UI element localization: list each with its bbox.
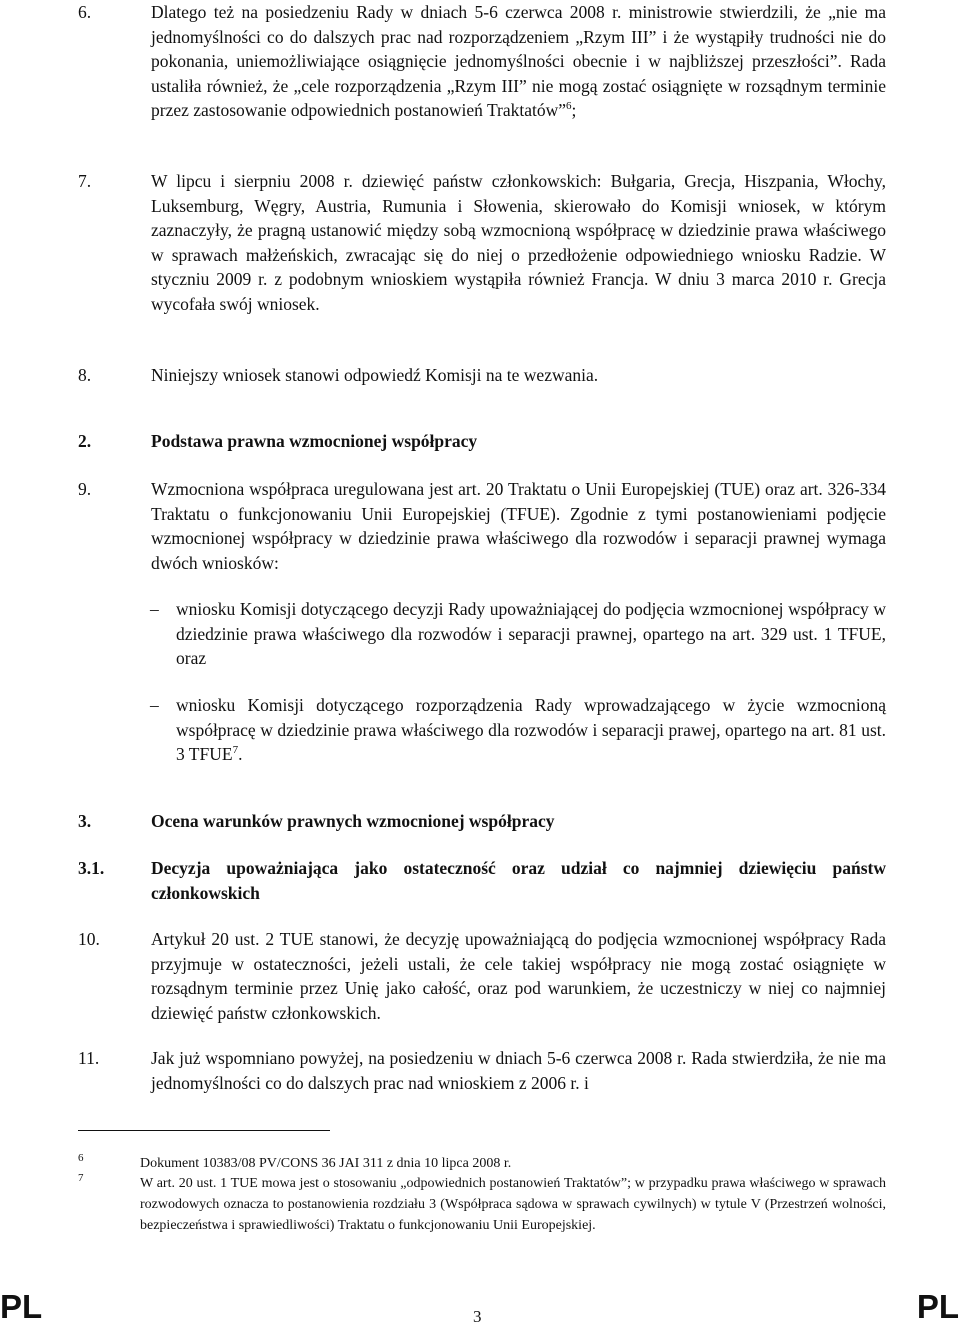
footer-language-left: PL <box>0 1288 43 1325</box>
heading-text: Podstawa prawna wzmocnionej współpracy <box>151 431 478 451</box>
footnote-text: W art. 20 ust. 1 TUE mowa jest o stosowaniu „odpowiednich postanowień Traktatów”; w przypadku prawa właściwego w sprawach rozwodowych oznacza to postanowienia rozdziału 3 (Współpraca sądowa w sprawach cywilnych) w tytule V (Przestrzeń wolności, bezpieczeństwa i sprawiedliwości) Traktatu o funkcjonowaniu Unii Europejskiej. <box>140 1176 886 1233</box>
heading-number: 3. <box>78 811 92 831</box>
footnote-ref[interactable]: 7 <box>232 744 239 757</box>
page-number: 3 <box>473 1307 482 1326</box>
paragraph-8 <box>78 363 886 388</box>
footnote-6 <box>78 1153 886 1174</box>
heading-text: Decyzja upoważniająca jako ostateczność oraz udział co najmniej dziewięciu państw członkowskich <box>151 858 886 903</box>
paragraph-text: Niniejszy wniosek stanowi odpowiedź Komisji na te wezwania. <box>151 365 599 385</box>
section-heading-3 <box>78 809 886 834</box>
paragraph-text: Dlatego też na posiedzeniu Rady w dniach 5-6 czerwca 2008 r. ministrowie stwierdzili, że „nie ma jednomyślności co do dalszych prac nad rozporządzeniem „Rzym III” i że wystąpiły trudności nie do pokonania, uniemożliwiające osiągnięcie jednomyślności obecnie i w najbliższej przeszłości”. Rada ustaliła również, że „cele rozporządzenia „Rzym III” nie mogą zostać osiągnięte w rozsądnym terminie przez zastosowanie odpowiednich postanowień Traktatów” <box>151 2 886 121</box>
dash-bullet: – <box>150 599 159 619</box>
paragraph-9 <box>78 477 886 575</box>
section-heading-2 <box>78 429 886 454</box>
dash-list-item: – wniosku Komisji dotyczącego rozporządzenia Rady wprowadzającego w życie wzmocnioną współpracę w dziedzinie prawa właściwego dla rozwodów i separacji prawej, opartego na art. 81 ust. 3 TFUE$^7$. <box>150 695 886 765</box>
paragraph-text: Artykuł 20 ust. 2 TUE stanowi, że decyzję upoważniającą do podjęcia wzmocnionej współpracy Rada przyjmuje w ostateczności, jeżeli ustali, że cele takiej współpracy nie mogą zostać osiągnięte w rozsądnym terminie przez Unię jako całość, oraz pod warunkiem, że uczestniczy w niej co najmniej dziewięć państw członkowskich. <box>151 929 886 1023</box>
paragraph-number: 8. <box>78 365 92 385</box>
heading-number: 3.1. <box>78 858 105 878</box>
paragraph-number: 11. <box>78 1048 100 1068</box>
heading-number: 2. <box>78 431 92 451</box>
footnote-7 <box>78 1173 886 1236</box>
footnote-ref[interactable]: 6 <box>566 100 572 113</box>
paragraph-11 <box>78 1046 886 1095</box>
dash-item-text: wniosku Komisji dotyczącego decyzji Rady upoważniającej do podjęcia wzmocnionej współpracy w dziedzinie prawa właściwego dla rozwodów i separacji prawnej, opartego na art. 329 ust. 1 TFUE, oraz <box>176 599 886 669</box>
paragraph-text: W lipcu i sierpniu 2008 r. dziewięć państw członkowskich: Bułgaria, Grecja, Hiszpania, Włochy, Luksemburg, Węgry, Austria, Rumunia i Słowenia, skierowało do Komisji wniosek, w którym zaznaczyły, że pragną ustanowić między sobą wzmocnioną współpracę w dziedzinie prawa właściwego w sprawach małżeńskich, zwracając się do niej o przedłożenie odpowiedniego wniosku Radzie. W styczniu 2009 r. z podobnym wnioskiem wystąpiła również Francja. W dniu 3 marca 2010 r. Grecja wycofała swój wniosek. <box>151 171 886 314</box>
section-heading-3-1 <box>78 856 886 905</box>
footnote-separator <box>78 1130 330 1131</box>
dash-list-item <box>151 597 886 671</box>
paragraph-7 <box>78 169 886 317</box>
paragraph-text: Jak już wspomniano powyżej, na posiedzeniu w dniach 5-6 czerwca 2008 r. Rada stwierdziła, że nie ma jednomyślności co do dalszych prac nad wnioskiem z 2006 r. i <box>151 1048 886 1093</box>
footnote-number: 6 <box>78 1152 84 1164</box>
footnote-text: Dokument 10383/08 PV/CONS 36 JAI 311 z dnia 10 lipca 2008 r. <box>140 1156 512 1171</box>
dash-bullet: – <box>150 695 159 715</box>
paragraph-number: 7. <box>78 171 92 191</box>
paragraph-number: 6. <box>78 2 92 22</box>
paragraph-number: 10. <box>78 929 100 949</box>
paragraph-10 <box>78 927 886 1025</box>
footnote-number: 7 <box>78 1172 84 1184</box>
paragraph-6: 6. Dlatego też na posiedzeniu Rady w dniach 5-6 czerwca 2008 r. ministrowie stwierdzili, że „nie ma jednomyślności co do dalszych prac nad rozporządzeniem „Rzym III” i że wystąpiły trudności nie do pokonania, uniemożliwiające osiągnięcie jednomyślności obecnie i w najbliższej przeszłości”. Rada ustaliła również, że „cele rozporządzenia „Rzym III” nie mogą zostać osiągnięte w rozsądnym terminie przez zastosowanie odpowiednich postanowień Traktatów”$^6$; <box>78 2 886 121</box>
dash-item-text: wniosku Komisji dotyczącego rozporządzenia Rady wprowadzającego w życie wzmocnioną współpracę w dziedzinie prawa właściwego dla rozwodów i separacji prawej, opartego na art. 81 ust. 3 TFUE <box>176 695 886 765</box>
paragraph-number: 9. <box>78 479 92 499</box>
heading-text: Ocena warunków prawnych wzmocnionej współpracy <box>151 811 555 831</box>
paragraph-text: Wzmocniona współpraca uregulowana jest art. 20 Traktatu o Unii Europejskiej (TUE) oraz art. 326-334 Traktatu o funkcjonowaniu Unii Europejskiej (TFUE). Zgodnie z tymi postanowieniami podjęcie wzmocnionej współpracy w dziedzinie prawa właściwego dla rozwodów i separacji prawnej wymaga dwóch wniosków: <box>151 479 886 573</box>
footer-language-right: PL <box>916 1288 959 1325</box>
